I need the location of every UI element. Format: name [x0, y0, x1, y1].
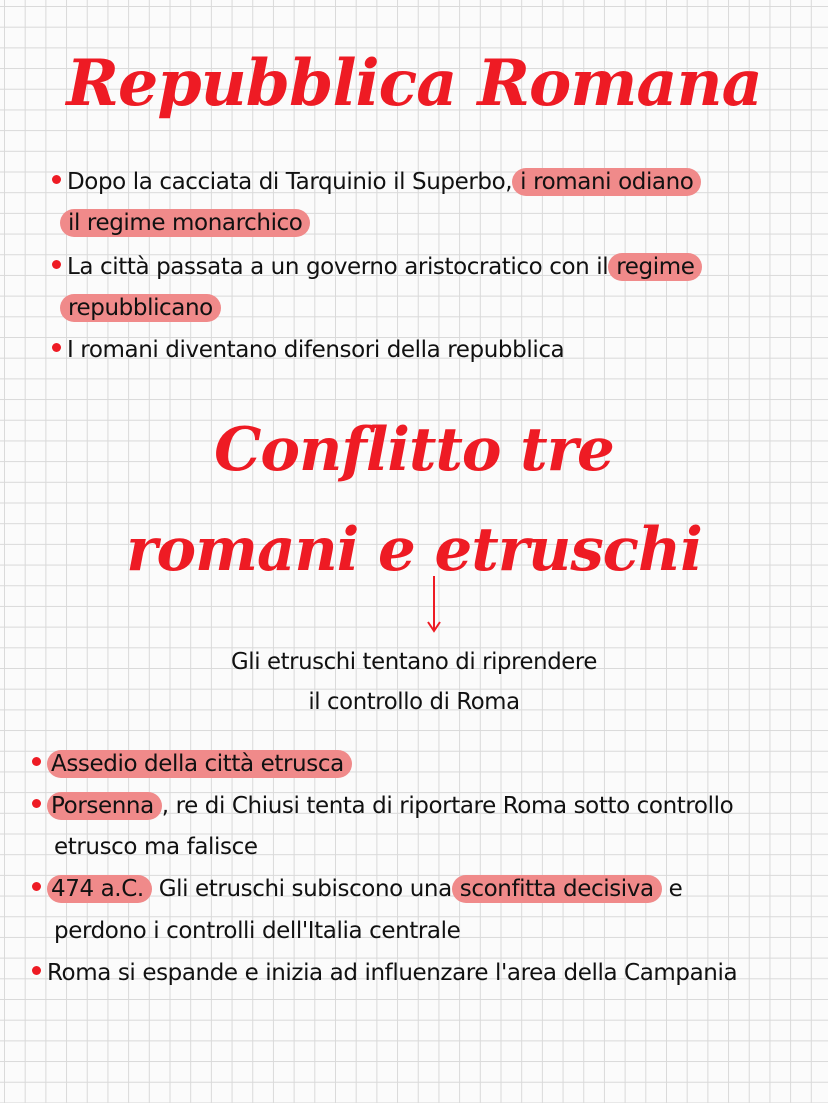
highlight-date: 474 a.C. [47, 875, 152, 903]
highlight: il regime monarchico [60, 209, 310, 237]
bullet-dot-icon [32, 882, 41, 891]
highlight: repubblicano [60, 294, 221, 322]
bullet-line [52, 166, 701, 198]
section-title: romani e etruschi [126, 515, 702, 585]
bullet-dot-icon [52, 343, 61, 352]
subtitle: Gli etruschi tentano di riprendere [231, 649, 597, 675]
bullet-dot-icon [32, 757, 41, 766]
bullet-dot-icon [32, 799, 41, 808]
bullet-line [52, 251, 702, 283]
highlight: Porsenna [47, 792, 162, 820]
highlight: regime [608, 253, 702, 281]
subtitle: il controllo di Roma [308, 689, 520, 715]
section-title: Conflitto tre [214, 415, 614, 485]
bullet-continuation: perdono i controlli dell'Italia centrale [54, 918, 461, 944]
bullet-line [32, 748, 352, 780]
arrow-down-icon [426, 574, 442, 634]
bullet-dot-icon [52, 260, 61, 269]
bullet-line [32, 957, 737, 989]
bullet-line [32, 873, 682, 905]
bullet-text: I romani diventano difensori della repubblica [67, 337, 565, 363]
bullet-text: La città passata a un governo aristocratico con il [67, 254, 609, 280]
highlight: i romani odiano [512, 168, 701, 196]
bullet-line [32, 790, 733, 822]
bullet-dot-icon [52, 175, 61, 184]
bullet-text: e [661, 876, 683, 902]
page-title: Repubblica Romana [66, 46, 762, 121]
bullet-text: , re di Chiusi tenta di riportare Roma sotto controllo [161, 793, 734, 819]
bullet-continuation: etrusco ma falisce [54, 834, 258, 860]
bullet-line [52, 334, 564, 366]
bullet-text: Dopo la cacciata di Tarquinio il Superbo, [67, 169, 513, 195]
bullet-continuation [60, 292, 221, 324]
highlight: sconfitta decisiva [452, 875, 662, 903]
highlight: Assedio della città etrusca [47, 750, 352, 778]
bullet-text: Roma si espande e inizia ad influenzare l'area della Campania [47, 960, 738, 986]
bullet-dot-icon [32, 966, 41, 975]
bullet-text: Gli etruschi subiscono una [151, 876, 452, 902]
bullet-continuation [60, 207, 310, 239]
